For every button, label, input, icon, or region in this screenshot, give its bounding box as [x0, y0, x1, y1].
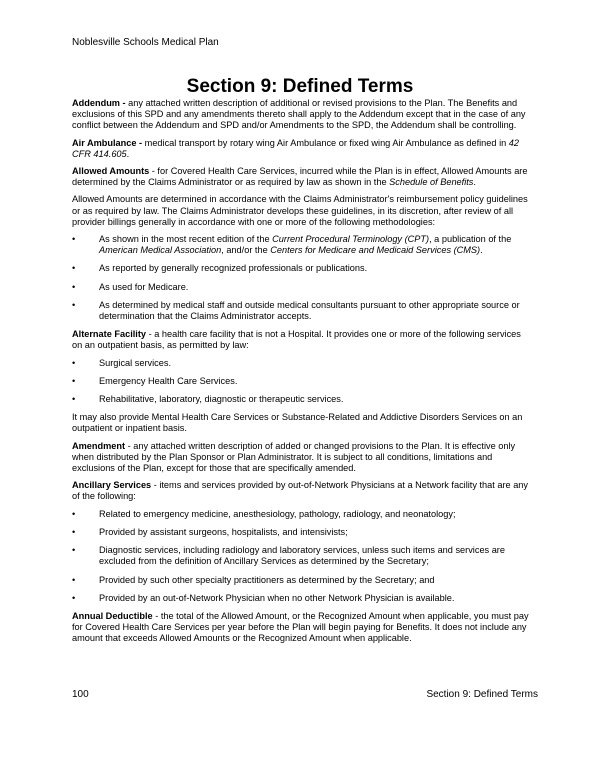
list-text: As used for Medicare. — [99, 281, 189, 292]
list-item — [72, 593, 532, 604]
definition-addendum — [72, 98, 532, 132]
bullet-icon: • — [72, 234, 76, 245]
definition-allowed-amounts — [72, 166, 532, 188]
list-text: As reported by generally recognized professionals or publications. — [99, 263, 368, 274]
list-item — [72, 282, 532, 293]
bullet-icon: • — [72, 508, 76, 519]
cms-reference: Centers for Medicare and Medicaid Services (CMS) — [270, 245, 481, 256]
punctuation: . — [480, 245, 483, 256]
list-text: Related to emergency medicine, anesthesiology, pathology, radiology, and neonatology; — [99, 508, 456, 519]
running-footer-section: Section 9: Defined Terms — [426, 689, 538, 700]
list-text: Provided by an out-of-Network Physician when no other Network Physician is available. — [99, 592, 455, 603]
page-title: Section 9: Defined Terms — [186, 76, 414, 97]
bullet-icon: • — [72, 394, 76, 405]
list-text: Emergency Health Care Services. — [99, 375, 238, 386]
definitions-body — [72, 98, 532, 651]
term-alternate-facility: Alternate Facility — [72, 329, 147, 340]
bullet-icon: • — [72, 526, 76, 537]
term-addendum: Addendum - — [72, 98, 126, 108]
allowed-amounts-methodologies — [72, 234, 532, 322]
term-annual-deductible: Annual Deductible — [72, 610, 153, 621]
term-ancillary-services: Ancillary Services — [72, 480, 152, 491]
list-text: Diagnostic services, including radiology and laboratory services, unless such items and services are excluded from the definition of Ancillary Services as determined by the Secretary; — [99, 545, 505, 567]
punctuation: . — [126, 148, 130, 159]
list-text: Surgical services. — [99, 357, 171, 368]
list-item — [72, 545, 532, 567]
term-amendment: Amendment — [72, 440, 126, 451]
list-text: As shown in the most recent edition of the — [99, 234, 273, 245]
bullet-icon: • — [72, 574, 76, 585]
definition-annual-deductible — [72, 611, 532, 645]
definition-text: - for Covered Health Care Services, incurred while the Plan is in effect, Allowed Amounts are determined by the Claims Administrator or as required by law as shown in the — [72, 166, 528, 188]
ancillary-services-list — [72, 509, 532, 604]
list-item — [72, 575, 532, 586]
schedule-of-benefits-reference: Schedule of Benefits — [389, 177, 474, 188]
term-air-ambulance: Air Ambulance - — [72, 137, 143, 148]
list-item — [72, 394, 532, 405]
definition-text: any attached written description of additional or revised provisions to the Plan. The Benefits and exclusions of this SPD and any amendments thereto shall apply to the Addendum except that in the case of any conflict between the Addendum and SPD and/or Amendments to the SPD, the Addendum shall be controlling. — [72, 98, 526, 131]
list-item — [72, 300, 532, 322]
page-number: 100 — [72, 689, 89, 700]
list-item — [72, 234, 532, 256]
running-header: Noblesville Schools Medical Plan — [72, 37, 219, 48]
list-item — [72, 358, 532, 369]
cpt-reference: Current Procedural Terminology (CPT) — [272, 234, 430, 245]
list-item — [72, 376, 532, 387]
bullet-icon: • — [72, 357, 76, 368]
term-allowed-amounts: Allowed Amounts — [72, 166, 150, 177]
list-item — [72, 509, 532, 520]
definition-text: - the total of the Allowed Amount, or the Recognized Amount when applicable, you must pay for Covered Health Care Services per year before the Plan will begin paying for Benefits. It does not include any amount that exceeds Allowed Amounts or the Recognized Amount when applicable. — [72, 610, 529, 644]
bullet-icon: • — [72, 545, 76, 556]
definition-amendment — [72, 441, 532, 475]
definition-text: - items and services provided by out-of-Network Physicians at a Network facility that are any of the following: — [72, 480, 529, 502]
punctuation: . — [473, 177, 476, 188]
list-text: Rehabilitative, laboratory, diagnostic or therapeutic services. — [99, 394, 344, 405]
list-text: , a publication of the — [429, 234, 512, 245]
ama-reference: American Medical Association — [99, 245, 222, 256]
cfr-reference: 42 CFR 414.605 — [72, 137, 520, 159]
definition-ancillary-services — [72, 480, 532, 502]
definition-text: medical transport by rotary wing Air Ambulance or fixed wing Air Ambulance as defined in — [142, 137, 509, 148]
list-text: Provided by assistant surgeons, hospitalists, and intensivists; — [99, 526, 348, 537]
definition-air-ambulance — [72, 138, 532, 160]
list-item — [72, 263, 532, 274]
bullet-icon: • — [72, 299, 76, 310]
definition-text: - a health care facility that is not a Hospital. It provides one or more of the following services on an outpatient basis, as permitted by law: — [72, 329, 521, 351]
list-text: As determined by medical staff and outside medical consultants pursuant to other appropriate source or determination that the Claims Administrator accepts. — [99, 299, 520, 322]
bullet-icon: • — [72, 281, 76, 292]
bullet-icon: • — [72, 592, 76, 603]
list-text: Provided by such other specialty practitioners as determined by the Secretary; and — [99, 574, 435, 585]
list-text: , and/or the — [221, 245, 271, 256]
allowed-amounts-paragraph-2: Allowed Amounts are determined in accordance with the Claims Administrator's reimbursement policy guidelines or as required by law. The Claims Administrator develops these guidelines, in its discretion, after review of all provider billings generally in accordance with one or more of the following methodologies: — [72, 194, 528, 227]
list-item — [72, 527, 532, 538]
alternate-facility-services — [72, 358, 532, 406]
bullet-icon: • — [72, 263, 76, 274]
definition-text: - any attached written description of added or changed provisions to the Plan. It is effective only when distributed by the Plan Sponsor or Plan Administrator. It is subject to all conditions, limitations and exclusions of the Plan, except for those that are specifically amended. — [72, 440, 516, 474]
definition-alternate-facility — [72, 329, 532, 351]
alternate-facility-paragraph-2: It may also provide Mental Health Care Services or Substance-Related and Addictive Disorders Services on an outpatient or inpatient basis. — [72, 412, 523, 434]
bullet-icon: • — [72, 375, 76, 386]
